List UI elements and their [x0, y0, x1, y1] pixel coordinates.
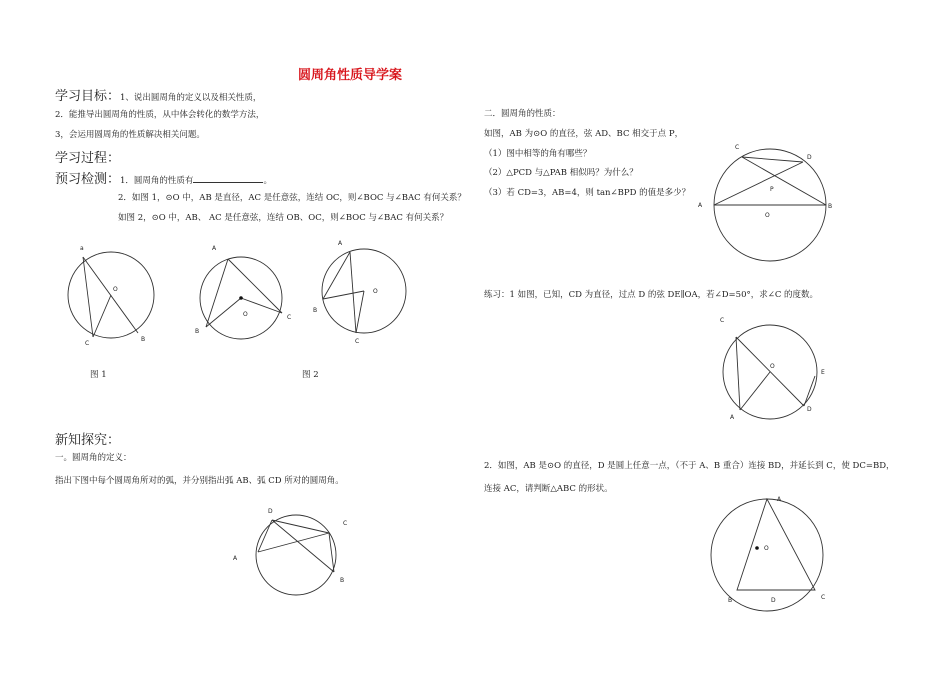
prop-label-a: A [698, 202, 703, 209]
fig3-line-bo [323, 291, 364, 299]
ex1-diameter-cd [736, 337, 804, 406]
fig2-label-b: B [195, 328, 200, 335]
fig1-caption: 图 1 [90, 370, 107, 380]
definition-heading: 一。圆周角的定义： [55, 453, 132, 463]
preview-3: 如图 2，⊙O 中，AB、 AC 是任意弦，连结 OB、OC，则∠BOC 与∠BAC 有何关系？ [118, 213, 449, 223]
ex1-label-c: C [720, 317, 725, 324]
fig1-label-a: a [80, 245, 84, 252]
ex2-center [755, 546, 759, 550]
goal-1: 1、说出圆周角的定义以及相关性质， [120, 93, 262, 103]
def-label-c: C [343, 520, 348, 527]
prop-chord-bc [742, 157, 826, 205]
fig3-label-o: O [373, 288, 378, 295]
fig3-line-oc [356, 291, 364, 333]
prop-label-d: D [807, 154, 812, 161]
fig2-label-o: O [243, 311, 248, 318]
fig1-label-c: C [85, 340, 90, 347]
def-label-a: A [233, 555, 238, 562]
process-heading: 学习过程： [55, 151, 121, 166]
fig2-radius-oc [206, 298, 241, 327]
def-line-1 [258, 520, 272, 552]
definition-task: 指出下图中每个圆周角所对的弧，并分别指出弧 AB、弧 CD 所对的圆周角。 [55, 476, 344, 486]
def-line-3 [258, 533, 329, 552]
ex2-circle [711, 499, 826, 611]
fig1-radius-oc [93, 295, 111, 337]
question-3: （3）若 CD=3，AB=4，则 tan∠BPD 的值是多少？ [484, 188, 691, 198]
ex1-label-e: E [821, 369, 825, 376]
ex1-label-a: A [730, 414, 735, 421]
def-label-b: B [340, 577, 345, 584]
def-line-2 [272, 520, 329, 533]
new-heading: 新知探究： [55, 433, 121, 448]
ex2-label-a: A [777, 496, 782, 503]
goal-heading: 学习目标： [55, 89, 121, 104]
def-circle [256, 515, 336, 595]
prop-label-p: P [770, 186, 774, 193]
question-2: （2）△PCD 与△PAB 相似吗？为什么？ [484, 168, 638, 178]
prop-label-c: C [735, 144, 740, 151]
property-heading: 二．圆周角的性质： [484, 109, 561, 119]
exercise-1: 练习：1 如图，已知，CD 为直径，过点 D 的弦 DE∥OA，若∠D=50°，求∠C 的度数。 [484, 290, 819, 300]
goal-2: 2．能推导出圆周角的性质，从中体会转化的数学方法， [55, 110, 265, 120]
ex2-label-o: O [764, 545, 769, 552]
exercise-2b: 连接 AC，请判断△ABC 的形状。 [484, 484, 613, 494]
def-line-4 [329, 533, 334, 572]
goal-3: 3，会运用圆周角的性质解决相关问题。 [55, 130, 205, 140]
exercise-2a: 2．如图，AB 是⊙O 的直径，D 是圆上任意一点，（不于 A、B 重合）连接 BD，并延长到 C，使 DC=BD， [484, 461, 895, 471]
prop-label-b: B [828, 203, 833, 210]
preview-heading: 预习检测： [55, 172, 121, 187]
fig2-chord-ab [228, 259, 282, 313]
preview-1: 1．圆周角的性质有 [120, 176, 194, 186]
fig2-label-a: A [212, 245, 217, 252]
preview-1-end: 。 [263, 176, 272, 186]
preview-2: 2．如图 1，⊙O 中，AB 是直径，AC 是任意弦，连结 OC，则∠BOC 与∠BAC 有何关系？ [118, 193, 466, 203]
fig3-label-b: B [313, 307, 318, 314]
ex2-label-c: C [821, 594, 826, 601]
question-1: （1）图中相等的角有哪些？ [484, 149, 592, 159]
ex1-label-d: D [807, 406, 812, 413]
fig2-center [239, 296, 243, 300]
ex1-line-ao [740, 372, 770, 410]
prop-chord-cd [742, 157, 803, 162]
fig3-label-c: C [355, 338, 360, 345]
page-title: 圆周角性质导学案 [298, 68, 403, 83]
ex2-label-d: D [771, 597, 776, 604]
ex1-line-ca [736, 337, 740, 410]
prop-label-o: O [765, 212, 770, 219]
fig3-label-a: A [338, 240, 343, 247]
fig2-caption: 图 2 [302, 370, 319, 380]
fig1-label-o: O [113, 286, 118, 293]
ex1-label-o: O [770, 363, 775, 370]
def-label-d: D [268, 508, 273, 515]
fig2-chord-ac [206, 259, 228, 327]
fig2-label-c: C [287, 314, 292, 321]
property-intro: 如图，AB 为⊙O 的直径，弦 AD、BC 相交于点 P， [484, 129, 684, 139]
ex2-label-b: B [728, 597, 733, 604]
fig1-label-b: B [141, 336, 146, 343]
